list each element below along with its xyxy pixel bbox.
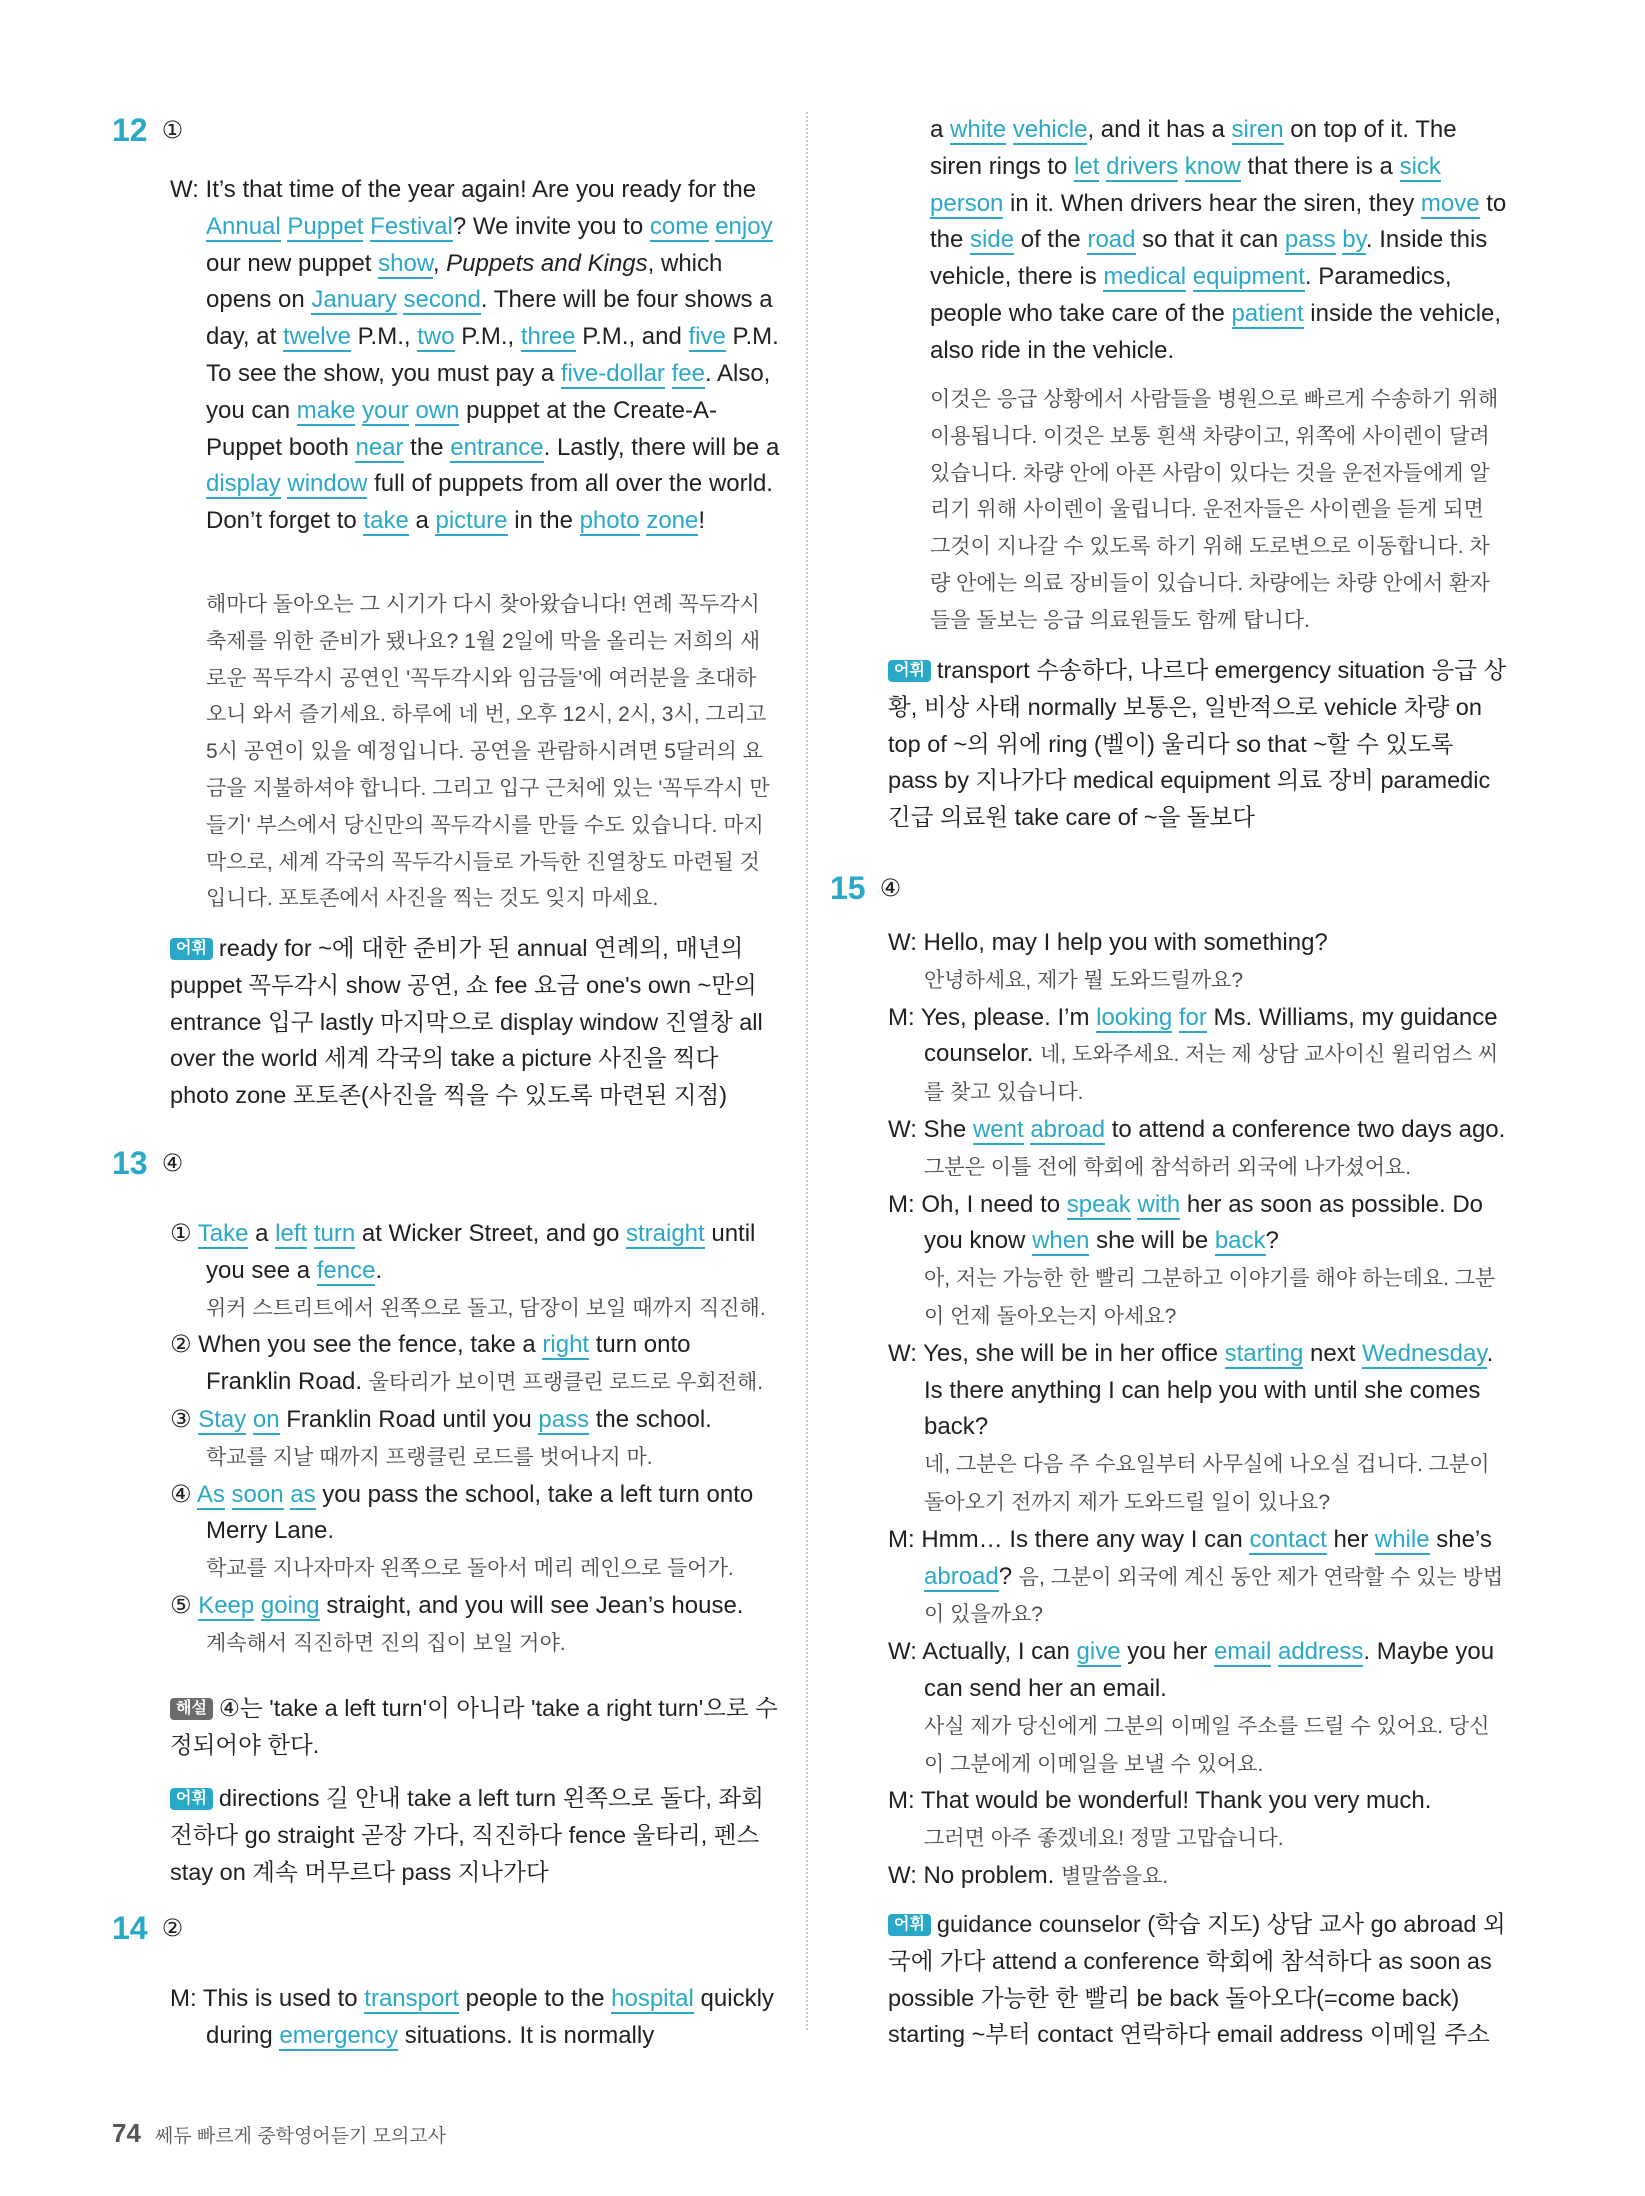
q12-number: 12 bbox=[112, 112, 148, 148]
q14-number: 14 bbox=[112, 1910, 148, 1946]
vocab-tag: 어휘 bbox=[888, 1914, 931, 1936]
q14-translation: 이것은 응급 상황에서 사람들을 병원으로 빠르게 수송하기 위해 이용됩니다. 이것은 보통 흰색 차량이고, 위쪽에 사이렌이 달려 있습니다. 차량 안에 아픈 사람이 있다는 것을 운전자들에게 알리기 위해 사이렌이 울립니다. 운전자들은 사이렌을 듣게 되면 그것이 지나갈 수 있도록 하기 위해 도로변으로 이동합니다. 차량 안에는 의료 장비들이 있습니다. 차량에는 차량 안에서 환자들을 돌보는 응급 의료원들도 함께 탑니다. bbox=[930, 388, 1499, 632]
dialogue-line: M: That would be wonderful! Thank you very much. 그러면 아주 좋겠네요! 정말 고맙습니다. bbox=[888, 1787, 1432, 1851]
q13-vocab-text: directions 길 안내 take a left turn 왼쪽으로 돌다, 좌회전하다 go straight 곧장 가다, 직진하다 fence 울타리, 펜스 stay on 계속 머무르다 pass 지나가다 bbox=[170, 1785, 764, 1885]
dialogue-line: W: Actually, I can give you her email address. Maybe you can send her an email. 사실 제가 당신에게 그분의 이메일 주소를 드릴 수 있어요. 당신이 그분에게 이메일을 보낼 수 있어요. bbox=[888, 1638, 1495, 1776]
q13-item-4: ④ As soon as you pass the school, take a left turn onto Merry Lane. 학교를 지나자마자 왼쪽으로 돌아서 메리 레인으로 들어가. bbox=[170, 1480, 754, 1581]
question-number bbox=[112, 112, 183, 149]
q15-vocabulary bbox=[888, 1906, 1508, 2053]
page-footer bbox=[112, 2118, 446, 2149]
dialogue-line: W: Hello, may I help you with something? 안녕하세요, 제가 뭘 도와드릴까요? bbox=[888, 929, 1328, 992]
q12-vocab-text: ready for ~에 대한 준비가 된 annual 연례의, 매년의 puppet 꼭두각시 show 공연, 쇼 fee 요금 one's own ~만의 entrance 입구 lastly 마지막으로 display window 진열창 all over the world 세계 각국의 take a picture 사진을 찍다 photo zone 포토존(사진을 찍을 수 있도록 마련된 지점) bbox=[170, 935, 763, 1109]
question-number bbox=[112, 1910, 183, 1947]
question-number bbox=[112, 1145, 183, 1182]
q13-item-3: ③ Stay on Franklin Road until you pass the school. 학교를 지날 때까지 프랭클린 로드를 벗어나지 마. bbox=[170, 1405, 712, 1469]
q13-directions bbox=[170, 1216, 780, 1663]
q13-answer: ④ bbox=[161, 1150, 184, 1177]
q15-number: 15 bbox=[830, 870, 866, 906]
page-number: 74 bbox=[112, 2118, 141, 2148]
q13-item-5: ⑤ Keep going straight, and you will see Jean’s house. 계속해서 직진하면 진의 집이 보일 거야. bbox=[170, 1591, 744, 1655]
dialogue-line: M: Hmm… Is there any way I can contact her while she’s abroad? 음, 그분이 외국에 계신 동안 제가 연락할 수 있는 방법이 있을까요? bbox=[888, 1525, 1504, 1627]
q13-number: 13 bbox=[112, 1145, 148, 1181]
q12-script: W: It’s that time of the year again! Are you ready for the Annual Puppet Festival? We invite you to come enjoy our new puppet show, Puppets and Kings, which opens on January second. There will be four shows a day, at twelve P.M., two P.M., three P.M., and five P.M. To see the show, you must pay a five-dollar fee. Also, you can make your own puppet at the Create-A-Puppet booth near the entrance. Lastly, there will be a display window full of puppets from all over the world. Don’t forget to take a picture in the photo zone! bbox=[170, 176, 780, 535]
vocab-tag: 어휘 bbox=[170, 938, 213, 960]
q15-dialogue bbox=[888, 925, 1508, 1896]
q13-item-2: ② When you see the fence, take a right turn onto Franklin Road. 울타리가 보이면 프랭클린 로드로 우회전해. bbox=[170, 1331, 764, 1396]
q14-answer: ② bbox=[161, 1915, 184, 1942]
q14-vocab-text: transport 수송하다, 나르다 emergency situation 응급 상황, 비상 사태 normally 보통은, 일반적으로 vehicle 차량 on top of ~의 위에 ring (벨이) 울리다 so that ~할 수 있도록 pass by 지나가다 medical equipment 의료 장비 paramedic 긴급 의료원 take care of ~을 돌보다 bbox=[888, 657, 1507, 831]
q15-vocab-text: guidance counselor (학습 지도) 상담 교사 go abroad 외국에 가다 attend a conference 학회에 참석하다 as soon as possible 가능한 한 빨리 be back 돌아오다(=come back) starting ~부터 contact 연락하다 email address 이메일 주소 bbox=[888, 1911, 1506, 2048]
q13-item-1: ① Take a left turn at Wicker Street, and go straight until you see a fence. 위커 스트리트에서 왼쪽으로 돌고, 담장이 보일 때까지 직진해. bbox=[170, 1220, 766, 1320]
column-divider bbox=[806, 112, 808, 2030]
dialogue-line: W: She went abroad to attend a conference two days ago. 그분은 이틀 전에 학회에 참석하러 외국에 나가셨어요. bbox=[888, 1115, 1506, 1179]
q13-vocabulary bbox=[170, 1780, 780, 1890]
q14-script-part1: M: This is used to transport people to the hospital quickly during emergency situations. It is normally bbox=[170, 1985, 774, 2049]
q12-translation: 해마다 돌아오는 그 시기가 다시 찾아왔습니다! 연례 꼭두각시 축제를 위한 준비가 됐나요? 1월 2일에 막을 올리는 저희의 새로운 꼭두각시 공연인 '꼭두각시와 임금들'에 여러분을 초대하오니 와서 즐기세요. 하루에 네 번, 오후 12시, 2시, 3시, 그리고 5시 공연이 있을 예정입니다. 공연을 관람하시려면 5달러의 요금을 지불하셔야 합니다. 그리고 입구 근처에 있는 '꼭두각시 만들기' 부스에서 당신만의 꼭두각시를 만들 수도 있습니다. 마지막으로, 세계 각국의 꼭두각시들로 가득한 진열창도 마련될 것입니다. 포토존에서 사진을 찍는 것도 잊지 마세요. bbox=[206, 593, 770, 911]
q14-script-part2: a white vehicle, and it has a siren on top of it. The siren rings to let drivers know that there is a sick person in it. When drivers hear the siren, they move to the side of the road so that it can pass by. Inside this vehicle, there is medical equipment. Paramedics, people who take care of the patient inside the vehicle, also ride in the vehicle. bbox=[930, 116, 1507, 364]
question-number bbox=[830, 870, 901, 907]
q13-explanation bbox=[170, 1690, 780, 1764]
q12-answer: ① bbox=[161, 117, 184, 144]
q15-answer: ④ bbox=[879, 875, 902, 902]
dialogue-line: M: Yes, please. I’m looking for Ms. Williams, my guidance counselor. 네, 도와주세요. 저는 제 상담 교사이신 윌리엄스 씨를 찾고 있습니다. bbox=[888, 1003, 1499, 1105]
vocab-tag: 어휘 bbox=[170, 1788, 213, 1810]
q13-explanation-text: ④는 'take a left turn'이 아니라 'take a right turn'으로 수정되어야 한다. bbox=[170, 1695, 778, 1758]
q12-vocabulary bbox=[170, 930, 780, 1114]
dialogue-line: W: No problem. 별말씀을요. bbox=[888, 1861, 1169, 1889]
book-title: 쎄듀 빠르게 중학영어듣기 모의고사 bbox=[154, 2126, 447, 2147]
dialogue-line: W: Yes, she will be in her office starting next Wednesday. Is there anything I can help you with until she comes back? 네, 그분은 다음 주 수요일부터 사무실에 나오실 겁니다. 그분이 돌아오기 전까지 제가 도와드릴 일이 있나요? bbox=[888, 1339, 1494, 1514]
explanation-tag: 해설 bbox=[170, 1698, 213, 1720]
vocab-tag: 어휘 bbox=[888, 660, 931, 682]
dialogue-line: M: Oh, I need to speak with her as soon as possible. Do you know when she will be back? 아, 저는 가능한 한 빨리 그분하고 이야기를 해야 하는데요. 그분이 언제 돌아오는지 아세요? bbox=[888, 1190, 1496, 1328]
q14-vocabulary bbox=[888, 652, 1508, 836]
